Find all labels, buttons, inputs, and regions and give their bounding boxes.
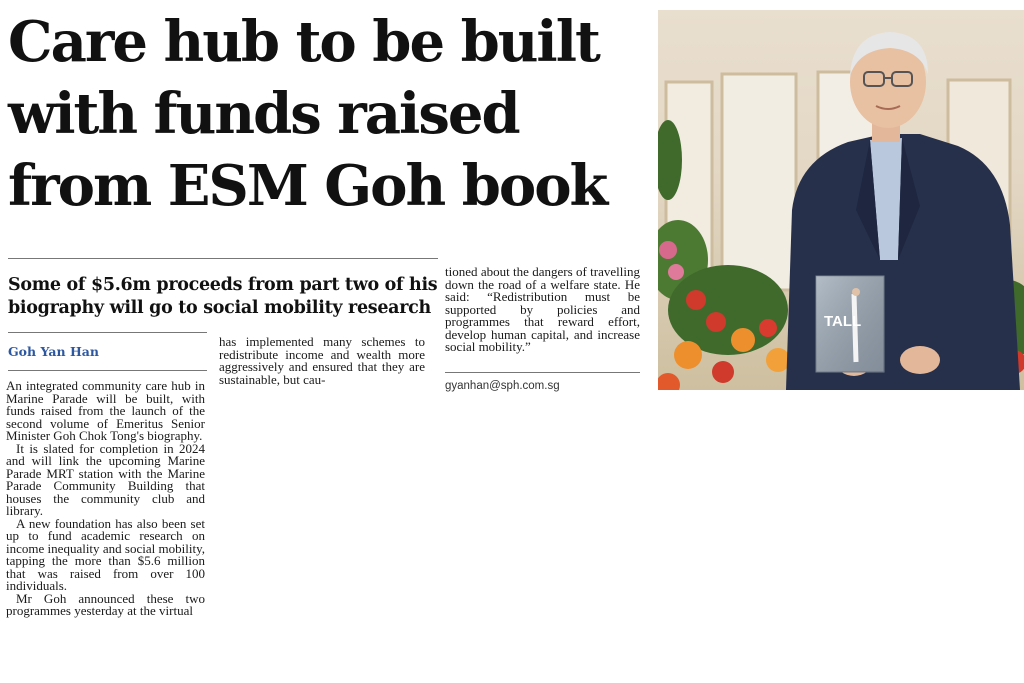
email-top-rule [445,372,640,373]
body-paragraph: has implemented many schemes to redistribute income and wealth more aggressively and ensured that they are sustainable, but cau- [219,334,425,387]
photo-illustration [658,10,1024,390]
body-paragraph: An integrated community care hub in Marine Parade will be built, with funds raised from the launch of the second volume of Emeritus Senior Minister Goh Chok Tong's biography. [6,380,205,443]
body-paragraph: tioned about the dangers of travelling down the road of a welfare state. He said: “Redistribution must be supported by policies and programmes that reward effort, develop human capital, and increase social mobility.” [445,264,640,354]
book-title: TALL [824,313,862,330]
byline: Goh Yan Han [8,344,99,359]
screen-panel [722,74,796,290]
headline: Care hub to be built with funds raised from ESM Goh book [8,9,607,219]
standfirst: Some of $5.6m proceeds from part two of his biography will go to social mobility research [8,275,438,318]
body-paragraph: It is slated for completion in 2024 and will link the upcoming Marine Parade MRT station with the Marine Parade Community Building that houses the community club and library. [6,440,205,518]
author-email: gyanhan@sph.com.sg [445,380,560,392]
byline-bottom-rule [8,370,207,371]
body-column-1 [6,380,205,683]
byline-top-rule [8,332,207,333]
photo-esm-goh-with-book [658,10,1024,390]
body-paragraph: Mr Goh announced these two programmes yesterday at the virtual [6,590,205,618]
body-paragraph: A new foundation has also been set up to fund academic research on income inequality and social mobility, tapping the more than $5.6 million that was raised from over 100 individuals. [6,515,205,593]
body-column-3 [445,266,640,354]
body-column-2 [219,336,425,386]
standfirst-top-rule [8,258,438,259]
